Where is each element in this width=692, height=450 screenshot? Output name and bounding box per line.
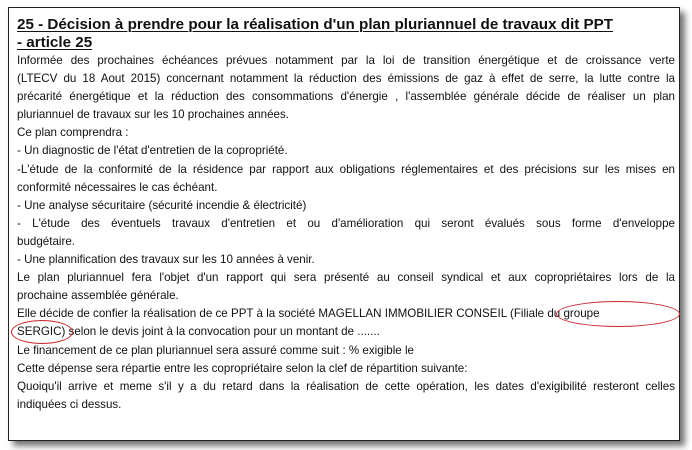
document-body: [17, 16, 675, 414]
list-item: conformité nécessaires le cas échéant.: [17, 180, 218, 194]
plan-items: [17, 142, 675, 269]
list-item: - Un diagnostic de l'état d'entretien de la copropriété.: [17, 144, 288, 158]
closing-line: Quoiqu'il arrive et meme s'il y a du retard dans la réalisation de cette opération, les dates d'exigibilité resteront celles: [17, 379, 675, 393]
circled-text-2: SERGIC): [17, 325, 66, 339]
document-frame: [8, 7, 680, 441]
presentation-paragraph: [17, 269, 675, 305]
title-line-1: 25 - Décision à prendre pour la réalisation d'un plan pluriannuel de travaux dit PPT: [17, 16, 614, 33]
resolution-title: [17, 16, 675, 52]
financing-line: Le financement de ce plan pluriannuel sera assuré comme suit : % exigible le: [17, 343, 414, 357]
list-item: - Une plannification des travaux sur les 10 années à venir.: [17, 253, 315, 267]
intro-paragraph: [17, 52, 675, 124]
decision-line-1: [17, 305, 675, 323]
repartition-line: Cette dépense sera répartie entre les copropriétaire selon la clef de répartition suivante:: [17, 361, 468, 375]
list-item: - Une analyse sécuritaire (sécurité incendie & électricité): [17, 198, 307, 212]
closing-paragraph: [17, 378, 675, 414]
closing-line: indiquées ci dessus.: [17, 397, 122, 411]
list-item: -L'étude de la conformité de la résidence par rapport aux obligations réglementaires et des précisions sur les mises en: [17, 162, 675, 176]
intro-line: pluriannuel de travaux sur les 10 prochaines années.: [17, 108, 289, 122]
circled-text-1: Filiale du groupe: [513, 307, 600, 321]
intro-line: (LTECV du 18 Aout 2015) concernant notamment la réduction des émissions de gaz à effet de serre, la lutte contre la: [17, 72, 675, 86]
presentation-line: prochaine assemblée générale.: [17, 289, 179, 303]
decision-text: selon le devis joint à la convocation pour un montant de .......: [65, 325, 380, 339]
intro-line: Informée des prochaines échéances prévues notamment par la loi de transition énergétique et de croissance verte: [17, 54, 675, 67]
decision-paragraph: [17, 305, 675, 341]
decision-line-2: [17, 323, 675, 341]
intro-line: précarité énergétique et la réduction des consommations d'énergie , l'assemblée générale décide de réaliser un plan: [17, 90, 675, 104]
list-item: - L'étude des éventuels travaux d'entretien et ou d'amélioration qui seront évalués sous forme d'enveloppe: [17, 216, 675, 230]
list-item: budgétaire.: [17, 234, 76, 248]
title-line-2: - article 25: [17, 34, 93, 51]
presentation-line: Le plan pluriannuel fera l'objet d'un rapport qui sera présenté au conseil syndical et aux copropriétaires lors de la: [17, 271, 675, 285]
decision-text: Elle décide de confier la réalisation de ce PPT à la société MAGELLAN IMMOBILIER CONSEIL (: [17, 307, 514, 321]
plan-intro: Ce plan comprendra :: [17, 126, 129, 140]
